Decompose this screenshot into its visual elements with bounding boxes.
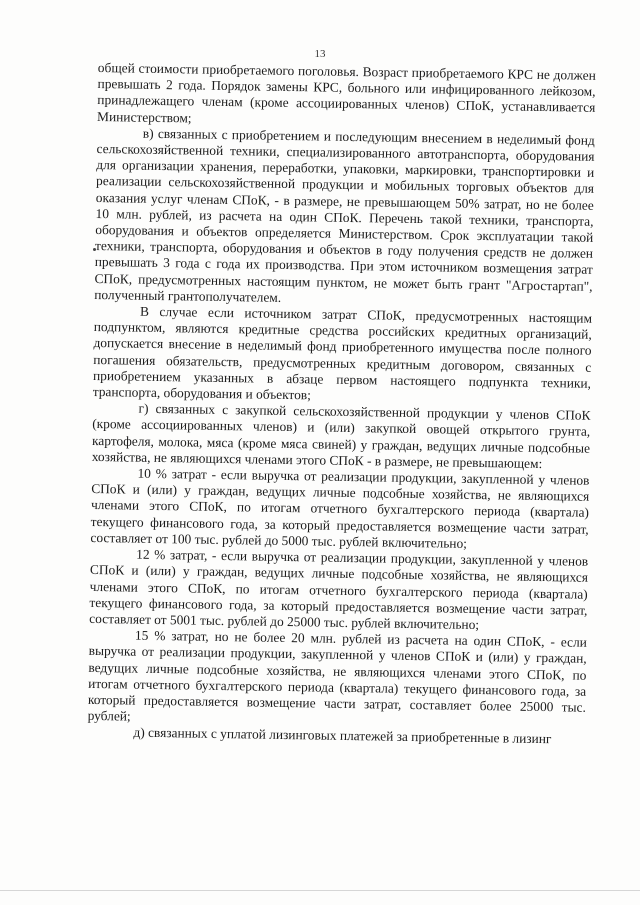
paragraph: общей стоимости приобретаемого поголовья. Возраст приобретаемого КРС не должен превышать 2 года. Порядок замены КРС, больного или инфицированного лейкозом, принадлежащего членам (кроме ассоциированных членов) СПоК, устанавливается Министерством; <box>97 60 596 126</box>
page-number: 13 <box>314 48 326 60</box>
document-body <box>87 60 596 748</box>
paragraph: г) связанных с закупкой сельскохозяйственной продукции у членов СПоК (кроме ассоциированных членов) и (или) закупкой овощей открытого грунта, картофеля, молока, мяса (кроме мяса свиней) у граждан, ведущих личные подсобные хозяйства, не являющихся членами этого СПоК - в размере, не превышающем: <box>91 400 591 471</box>
paragraph: 15 % затрат, но не более 20 млн. рублей из расчета на один СПоК, - если выручка от реализации продукции, закупленной у членов СПоК и (или) у граждан, ведущих личные подсобные хозяйства, не являющихся членами этого СПоК, по итогам отчетного бухгалтерского периода (квартала) текущего финансового года, за который предоставляется возмещение части затрат, составляет более 25000 тыс. рублей; <box>87 627 588 724</box>
paragraph: в) связанных с приобретением и последующим внесением в неделимый фонд сельскохозяйственной техники, специализированного автотранспорта, оборудования для организации хранения, переработки, упаковки, маркировки, транспортировки и реализации сельскохозяйственной продукции и мобильных торговых объектов для оказания услуг членам СПоК, - в размере, не превышающем 50% затрат, но не более 10 млн. рублей, из расчета на один СПоК. Перечень такой техники, транспорта, оборудования и объектов определяется Министерством. Срок эксплуатации такой техники, транспорта, оборудования и объектов в году получения средств не должен превышать 3 года с года их производства. При этом источником возмещения затрат СПоК, предусмотренных настоящим пунктом, не может быть грант "Агростартап", полученный грантополучателем. <box>94 125 595 305</box>
paragraph: д) связанных с уплатой лизинговых платежей за приобретенные в лизинг <box>133 724 552 747</box>
paragraph: В случае если источником затрат СПоК, предусмотренных настоящим подпунктом, являются кредитные средства российских кредитных организаций, допускается внесение в неделимый фонд приобретенного имущества после полного погашения обязательств, предусмотренных кредитным договором, связанных с приобретением указанных в абзаце первом настоящего подпункта техники, транспорта, оборудования и объектов; <box>92 303 593 403</box>
page-bottom-edge <box>0 890 640 891</box>
paragraph: 10 % затрат - если выручка от реализации продукции, закупленной у членов СПоК и (или) у граждан, ведущих личные подсобные хозяйства, не являющихся членами этого СПоК, по итогам отчетного бухгалтерского периода (квартала) текущего финансового года, за который предоставляется возмещение части затрат, составляет от 100 тыс. рублей до 5000 тыс. рублей включительно; <box>90 465 590 551</box>
paragraph: 12 % затрат, - если выручка от реализации продукции, закупленной у членов СПоК и (или) у граждан, ведущих личные подсобные хозяйства, не являющихся членами этого СПоК, по итогам отчетного бухгалтерского периода (квартала) текущего финансового года, за который предоставляется возмещение части затрат, составляет от 5001 тыс. рублей до 25000 тыс. рублей включительно; <box>89 546 589 632</box>
